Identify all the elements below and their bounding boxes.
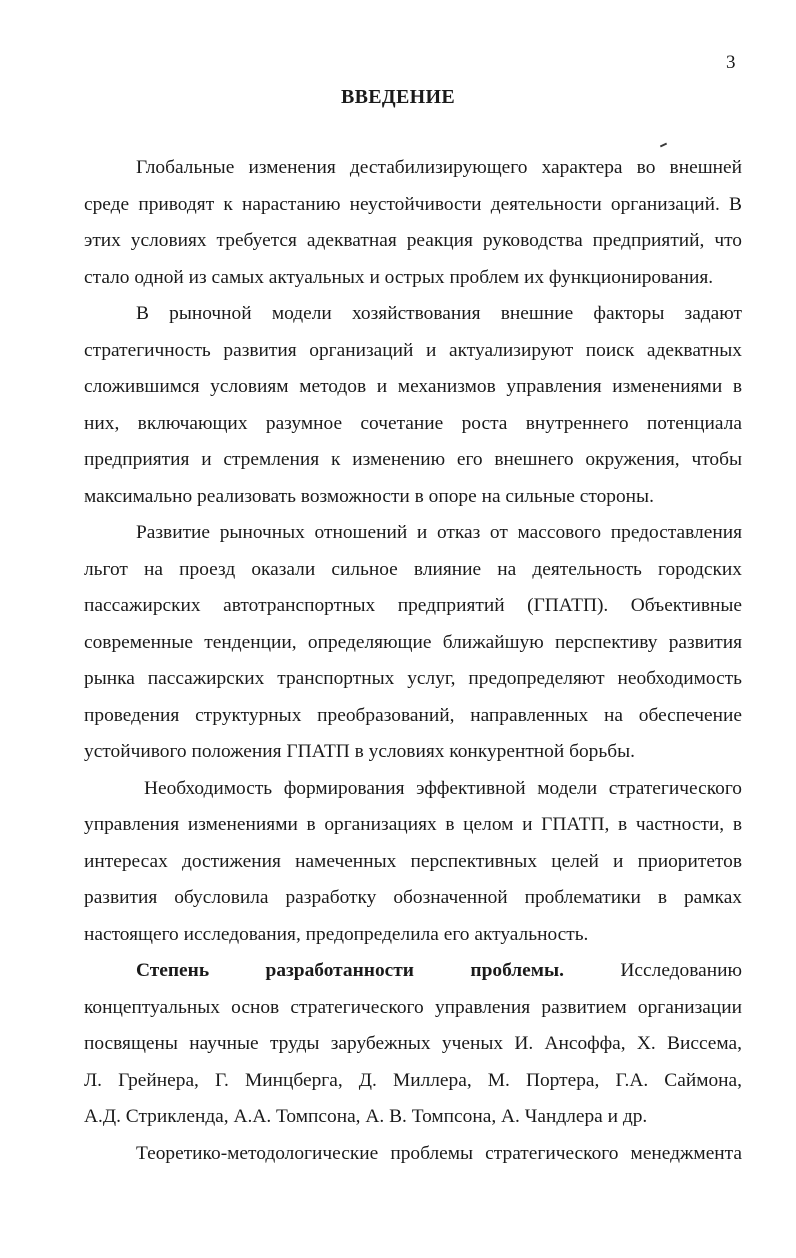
text-line: интересах достижения намеченных перспективных целей и приоритетов (84, 850, 742, 872)
paragraph-1 (84, 150, 742, 296)
text-line: развития обусловила разработку обозначенной проблематики в рамках (84, 887, 742, 908)
text-line: Развитие рыночных отношений и отказ от массового предоставления (136, 522, 742, 543)
text-line: посвящены научные труды зарубежных ученых И. Ансоффа, Х. Виссема, (84, 1033, 742, 1054)
text-line: Теоретико-методологические проблемы стратегического менеджмента (136, 1142, 742, 1164)
text-line: В рыночной модели хозяйствования внешние факторы задают (136, 303, 742, 324)
text-line: пассажирских автотранспортных предприятий (ГПАТП). Объективные (84, 595, 742, 616)
text-line: сложившимся условиям методов и механизмов управления изменениями в (84, 376, 742, 397)
text-line: рынка пассажирских транспортных услуг, предопределяют необходимость (84, 668, 742, 689)
text-line: концептуальных основ стратегического управления развитием организации (84, 996, 742, 1018)
text-line: Л. Грейнера, Г. Минцберга, Д. Миллера, М. Портера, Г.А. Саймона, (84, 1069, 742, 1091)
text-line (84, 953, 742, 990)
text-line: Необходимость формирования эффективной модели стратегического (144, 777, 742, 799)
text-line: стало одной из самых актуальных и острых проблем их функционирования. (84, 266, 714, 288)
page-number: 3 (726, 52, 736, 73)
paragraph-3 (84, 515, 742, 771)
document-body (84, 150, 742, 1172)
text-line: А.Д. Стрикленда, А.А. Томпсона, А. В. Томпсона, А. Чандлера и др. (84, 1106, 648, 1127)
scan-speck (660, 143, 667, 148)
section-lead-rest: Исследованию (620, 960, 742, 981)
paragraph-6 (84, 1136, 742, 1173)
text-line: Глобальные изменения дестабилизирующего характера во внешней (136, 157, 742, 178)
text-line: максимально реализовать возможности в опоре на сильные стороны. (84, 485, 654, 507)
paragraph-4 (84, 771, 742, 954)
text-line: современные тенденции, определяющие ближайшую перспективу развития (84, 631, 742, 653)
text-line: устойчивого положения ГПАТП в условиях конкурентной борьбы. (84, 741, 635, 762)
paragraph-5 (84, 953, 742, 1136)
paragraph-2 (84, 296, 742, 515)
text-line: проведения структурных преобразований, направленных на обеспечение (84, 704, 742, 726)
text-line: них, включающих разумное сочетание роста внутреннего потенциала (84, 412, 742, 434)
text-line: этих условиях требуется адекватная реакция руководства предприятий, что (84, 230, 742, 251)
section-lead-bold: Степень разработанности проблемы. (136, 960, 564, 981)
text-line: настоящего исследования, предопределила его актуальность. (84, 923, 589, 945)
text-line: среде приводят к нарастанию неустойчивости деятельности организаций. В (84, 193, 742, 215)
text-line: стратегичность развития организаций и актуализируют поиск адекватных (84, 339, 742, 361)
text-line: управления изменениями в организациях в целом и ГПАТП, в частности, в (84, 814, 742, 835)
text-line: предприятия и стремления к изменению его внешнего окружения, чтобы (84, 449, 742, 470)
page-title: ВВЕДЕНИЕ (341, 86, 455, 108)
text-line: льгот на проезд оказали сильное влияние на деятельность городских (84, 558, 742, 580)
